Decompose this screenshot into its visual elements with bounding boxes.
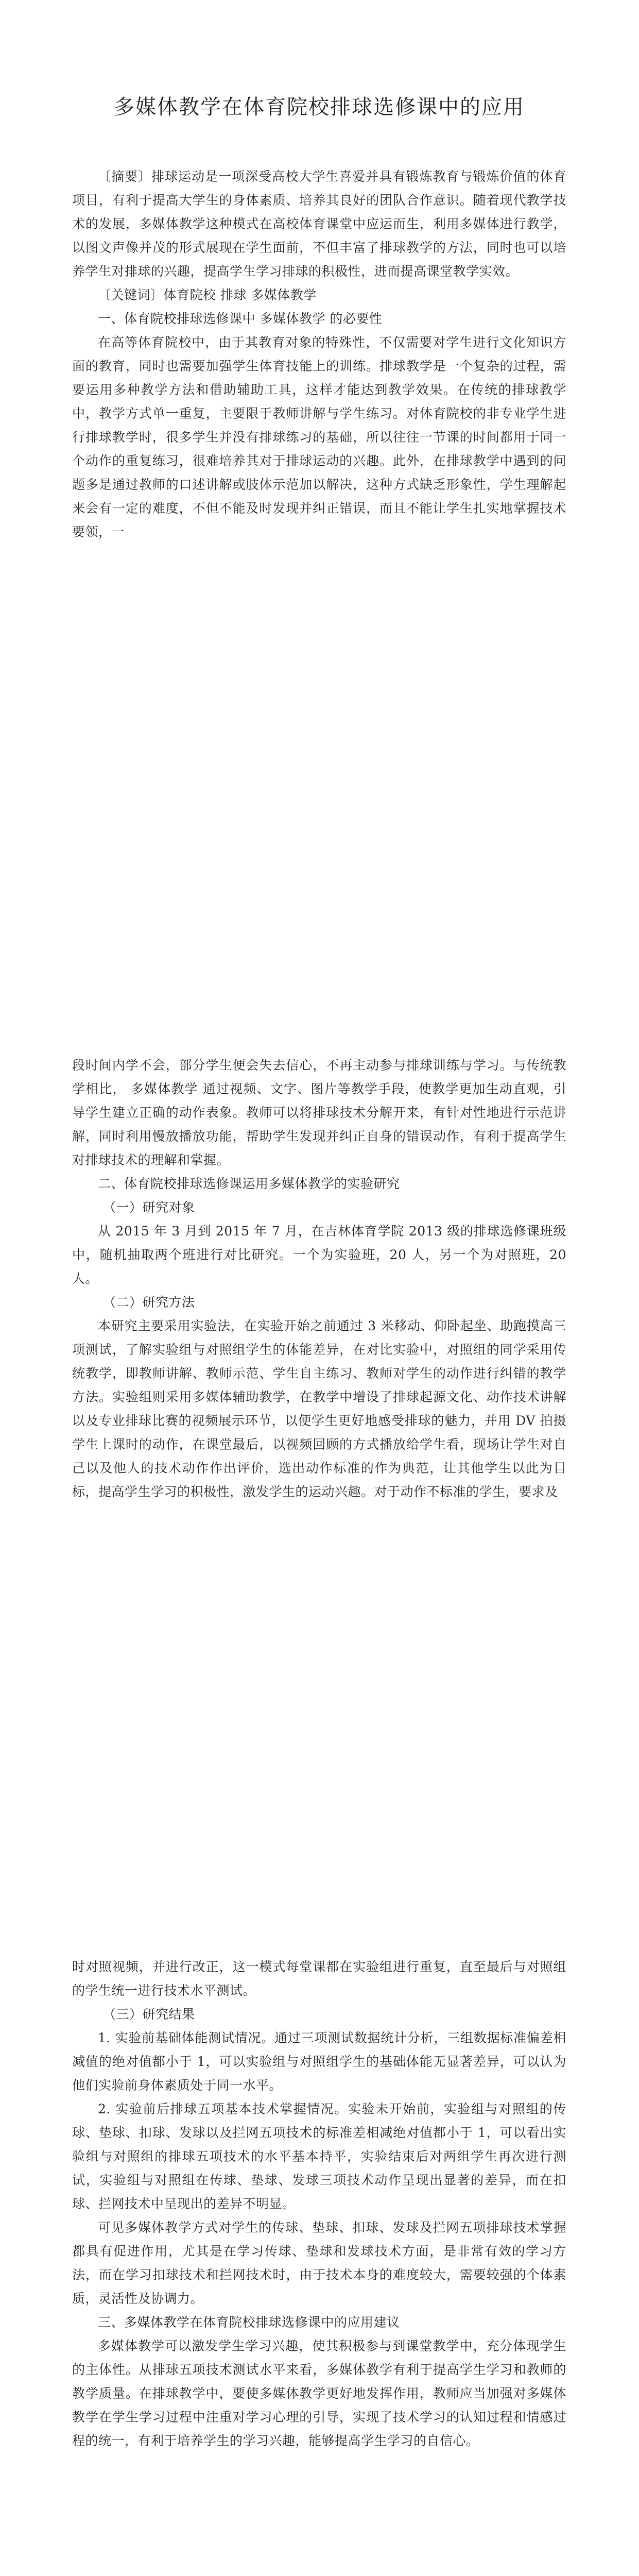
section-heading-3: 三、多媒体教学在体育院校排球选修课中的应用建议	[98, 2315, 400, 2330]
body-paragraph: 从 2015 年 3 月到 2015 年 7 月，在吉林体育学院 2013 级的排球选修课班级中，随机抽取两个班进行对比研究。一个为实验班，20 人，另一个为对照班，20 人。	[72, 1224, 566, 1286]
body-paragraph: 多媒体教学可以激发学生学习兴趣，使其积极参与到课堂教学中，充分体现学生的主体性。从排球五项技术测试水平来看，多媒体教学有利于提高学生学习和教师的教学质量。在排球教学中，要使多媒体教学更好地发挥作用，教师应当加强对多媒体教学在学生学习过程中注重对学习心理的引导，实现了技术学习的认知过程和情感过程的统一，有利于培养学生的学习兴趣，能够提高学生学习的自信心。	[72, 2338, 566, 2448]
body-paragraph-continued: 段时间内学不会，部分学生便会失去信心，不再主动参与排球训练与学习。与传统教学相比， 多媒体教学 通过视频、文字、图片等教学手段，使教学更加生动直观，引导学生建立正确的动作表象。教师可以将排球技术分解开来，有针对性地进行示范讲解，同时利用慢放播放功能，帮助学生发现并纠正自身的错误动作，有利于提高学生对排球技术的理解和掌握。	[72, 1058, 566, 1167]
section-heading-2: 二、体育院校排球选修课运用多媒体教学的实验研究	[98, 1176, 400, 1191]
subsection-heading: （二）研究方法	[103, 1295, 195, 1310]
body-paragraph: 2. 实验前后排球五项基本技术掌握情况。实验未开始前，实验组与对照组的传球、垫球、扣球、发球以及拦网五项技术的标准差相减绝对值都小于 1，可以看出实验组与对照组的排球五项技术的水平基本持平，实验结束后对两组学生再次进行测试，实验组与对照组在传球、垫球、发球三项技术动作呈现出显著的差异，而在扣球、拦网技术中呈现出的差异不明显。	[72, 2102, 566, 2211]
section-heading-1: 一、体育院校排球选修课中 多媒体教学 的必要性	[98, 311, 383, 326]
keywords-paragraph: 〔关键词〕体育院校 排球 多媒体教学	[98, 287, 317, 302]
text-block-3	[72, 1955, 566, 2453]
body-paragraph-continued: 时对照视频，并进行改正，这一模式每堂课都在实验组进行重复，直至最后与对照组的学生统一进行技术水平测试。	[72, 1959, 566, 1998]
subsection-heading: （三）研究结果	[103, 2007, 195, 2022]
subsection-heading: （一）研究对象	[103, 1200, 195, 1215]
body-paragraph: 本研究主要采用实验法，在实验开始之前通过 3 米移动、仰卧起坐、助跑摸高三项测试，了解实验组与对照组学生的体能差异，在对比实验中，对照组的同学采用传统教学，即教师讲解、教师示范、学生自主练习、教师对学生的动作进行纠错的教学方法。实验组则采用多媒体辅助教学，在教学中增设了排球起源文化、动作技术讲解以及专业排球比赛的视频展示环节，以便学生更好地感受排球的魅力，并用 DV 拍摄学生上课时的动作，在课堂最后，以视频回顾的方式播放给学生看，现场让学生对自己以及他人的技术动作作出评价，选出动作标准的作为典范，让其他学生以此为目标，提高学生学习的积极性，激发学生的运动兴趣。对于动作不标准的学生，要求及	[72, 1318, 566, 1499]
body-paragraph: 1. 实验前基础体能测试情况。通过三项测试数据统计分析，三组数据标准偏差相减值的绝对值都小于 1，可以实验组与对照组学生的基础体能无显著差异，可以认为他们实验前身体素质处于同一水平。	[72, 2030, 566, 2093]
article-title: 多媒体教学在体育院校排球选修课中的应用	[114, 95, 525, 119]
text-block-2	[72, 1054, 566, 1504]
body-paragraph: 可见多媒体教学方式对学生的传球、垫球、扣球、发球及拦网五项排球技术掌握都具有促进作用，尤其是在学习传球、垫球和发球技术方面，是非常有效的学习方法，而在学习扣球技术和拦网技术时，由于技术本身的难度较大，需要较强的个体素质，灵活性及协调力。	[72, 2220, 566, 2306]
body-paragraph: 在高等体育院校中，由于其教育对象的特殊性，不仅需要对学生进行文化知识方面的教育，同时也需要加强学生体育技能上的训练。排球教学是一个复杂的过程，需要运用多种教学方法和借助辅助工具，这样才能达到教学效果。在传统的排球教学中，教学方式单一重复，主要限于教师讲解与学生练习。对体育院校的非专业学生进行排球教学时，很多学生并没有排球练习的基础，所以往往一节课的时间都用于同一个动作的重复练习，很难培养其对于排球运动的兴趣。此外，在排球教学中遇到的问题多是通过教师的口述讲解或肢体示范加以解决，这种方式缺乏形象性，学生理解起来会有一定的难度，不但不能及时发现并纠正错误，而且不能让学生扎实地掌握技术要领，一	[72, 335, 566, 539]
abstract-paragraph: 〔摘要〕排球运动是一项深受高校大学生喜爱并具有锻炼教育与锻炼价值的体育项目，有利于提高大学生的身体素质、培养其良好的团队合作意识。随着现代教学技术的发展，多媒体教学这种模式在高校体育课堂中应运而生，利用多媒体进行教学，以图文声像并茂的形式展现在学生面前，不但丰富了排球教学的方法，同时也可以培养学生对排球的兴趣，提高学生学习排球的积极性，进而提高课堂教学实效。	[72, 169, 566, 279]
text-block-1	[72, 165, 566, 544]
